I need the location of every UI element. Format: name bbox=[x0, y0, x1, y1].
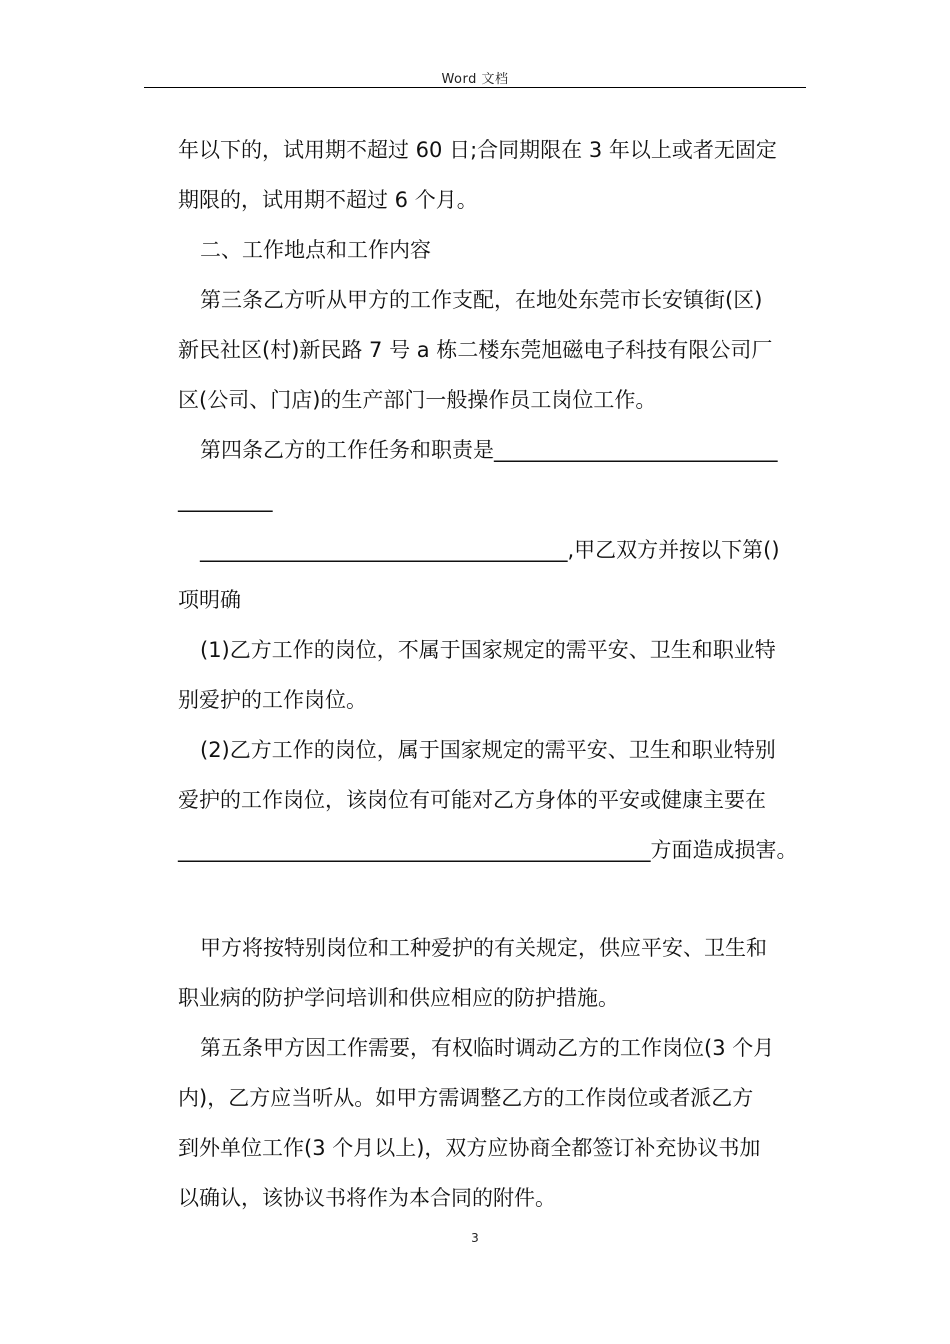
body-line: 第三条乙方听从甲方的工作支配，在地处东莞市长安镇街(区) bbox=[200, 288, 763, 312]
page-header: Word 文档 bbox=[441, 72, 509, 87]
body-line: 年以下的，试用期不超过 60 日;合同期限在 3 年以上或者无固定 bbox=[178, 138, 777, 162]
body-line: 期限的，试用期不超过 6 个月。 bbox=[178, 188, 478, 212]
header-rule bbox=[144, 87, 806, 88]
body-line: 项明确 bbox=[178, 588, 241, 612]
body-line: 区(公司、门店)的生产部门一般操作员工岗位工作。 bbox=[178, 388, 657, 412]
section-heading: 二、工作地点和工作内容 bbox=[200, 238, 431, 262]
body-line: 新民社区(村)新民路 7 号 a 栋二楼东莞旭磁电子科技有限公司厂 bbox=[178, 338, 773, 362]
body-line: 爱护的工作岗位，该岗位有可能对乙方身体的平安或健康主要在 bbox=[178, 788, 766, 812]
body-line: (2)乙方工作的岗位，属于国家规定的需平安、卫生和职业特别 bbox=[200, 738, 776, 762]
body-line: 甲方将按特别岗位和工种爱护的有关规定，供应平安、卫生和 bbox=[200, 936, 767, 960]
body-line: 到外单位工作(3 个月以上)，双方应协商全都签订补充协议书加 bbox=[178, 1136, 761, 1160]
body-line: 内)，乙方应当听从。如甲方需调整乙方的工作岗位或者派乙方 bbox=[178, 1086, 754, 1110]
body-line: _____________________________________________方面造成损害。 bbox=[178, 838, 798, 862]
body-line: 第四条乙方的工作任务和职责是___________________________ bbox=[200, 438, 778, 462]
body-line: 以确认，该协议书将作为本合同的附件。 bbox=[178, 1186, 556, 1210]
body-line: 别爱护的工作岗位。 bbox=[178, 688, 367, 712]
body-line: (1)乙方工作的岗位，不属于国家规定的需平安、卫生和职业特 bbox=[200, 638, 776, 662]
blank-line: _________ bbox=[178, 488, 273, 512]
page-number: 3 bbox=[471, 1231, 479, 1245]
body-line: 第五条甲方因工作需要，有权临时调动乙方的工作岗位(3 个月 bbox=[200, 1036, 775, 1060]
body-line: 职业病的防护学问培训和供应相应的防护措施。 bbox=[178, 986, 619, 1010]
body-line: ___________________________________,甲乙双方并按以下第() bbox=[200, 538, 780, 562]
